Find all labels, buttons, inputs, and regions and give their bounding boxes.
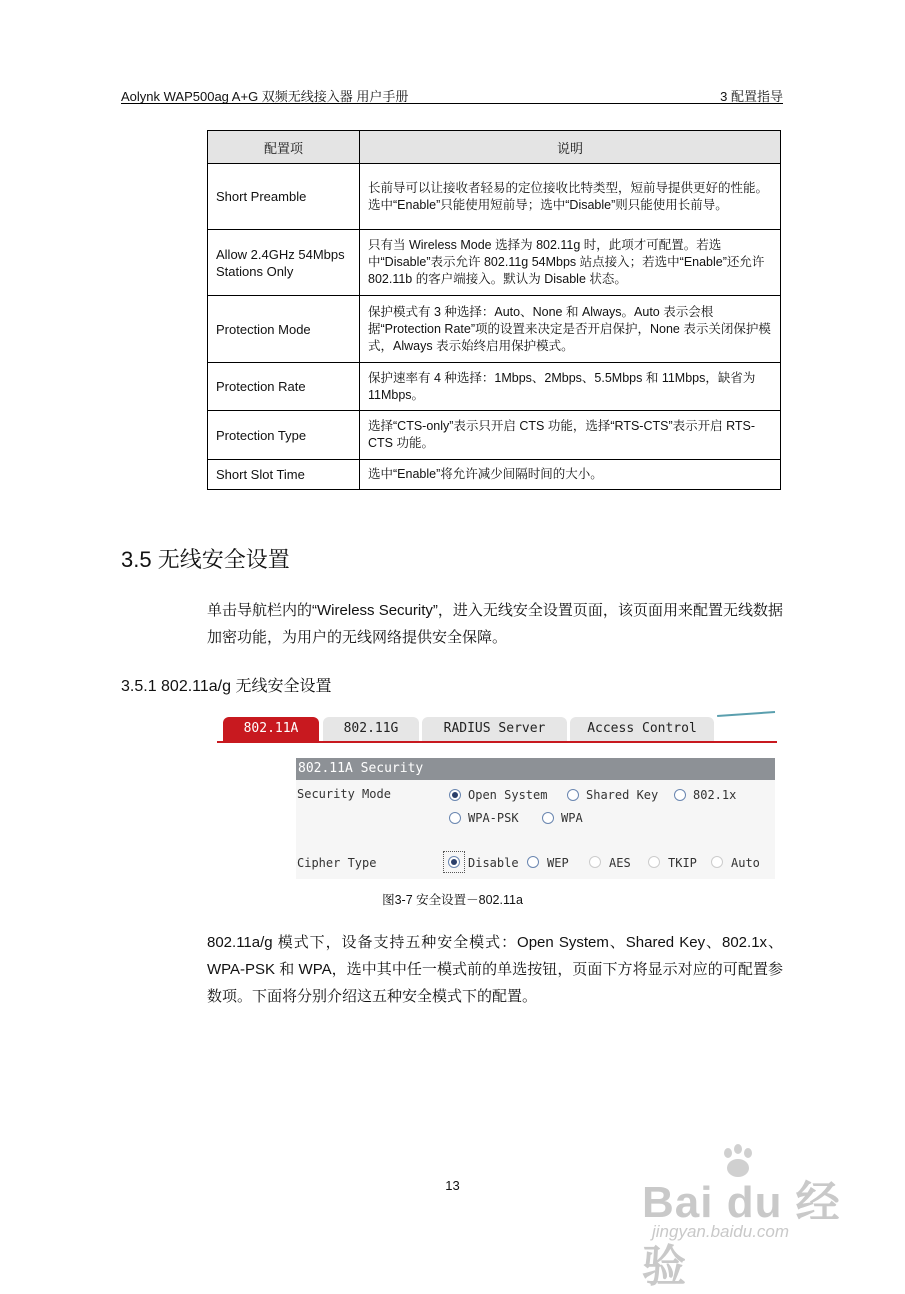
option-label: WEP bbox=[547, 856, 569, 870]
radio-cipher-wep[interactable] bbox=[527, 856, 539, 868]
row-desc: 保护模式有 3 种选择：Auto、None 和 Always。Auto 表示会根据“Protection Rate”项的设置来决定是否开启保护，None 表示关闭保护模式，Always 表示始终启用保护模式。 bbox=[360, 296, 781, 363]
figure-caption: 图3-7 安全设置－802.11a bbox=[382, 893, 523, 907]
header-rule bbox=[121, 103, 783, 104]
row-item: Short Preamble bbox=[208, 164, 360, 230]
radio-wpa[interactable] bbox=[542, 812, 554, 824]
table-row bbox=[208, 230, 781, 296]
config-table bbox=[207, 130, 781, 490]
radio-cipher-aes[interactable] bbox=[589, 856, 601, 868]
section-title: 3.5 无线安全设置 bbox=[121, 547, 290, 572]
tab-802-11a[interactable]: 802.11A bbox=[223, 717, 319, 741]
security-settings-screenshot bbox=[217, 711, 777, 879]
option-label: 802.1x bbox=[693, 788, 737, 802]
radio-cipher-tkip[interactable] bbox=[648, 856, 660, 868]
radio-802-1x[interactable] bbox=[674, 789, 686, 801]
table-row bbox=[208, 411, 781, 460]
option-label: WPA-PSK bbox=[468, 811, 519, 825]
column-header-item: 配置项 bbox=[208, 131, 360, 164]
tab-802-11g[interactable]: 802.11G bbox=[323, 717, 419, 741]
row-desc: 只有当 Wireless Mode 选择为 802.11g 时，此项才可配置。若选中“Disable”表示允许 802.11g 54Mbps 站点接入；若选中“Enable”还允许 802.11b 的客户端接入。默认为 Disable 状态。 bbox=[360, 230, 781, 296]
row-desc: 保护速率有 4 种选择：1Mbps、2Mbps、5.5Mbps 和 11Mbps，缺省为 11Mbps。 bbox=[360, 363, 781, 411]
row-desc: 选择“CTS-only”表示只开启 CTS 功能，选择“RTS-CTS”表示开启 RTS-CTS 功能。 bbox=[360, 411, 781, 460]
row-item: Protection Rate bbox=[208, 363, 360, 411]
table-row bbox=[208, 164, 781, 230]
option-label: Auto bbox=[731, 856, 760, 870]
header-title: Aolynk WAP500ag A+G 双频无线接入器 用户手册 bbox=[121, 89, 409, 104]
option-label: Open System bbox=[468, 788, 548, 802]
option-label: WPA bbox=[561, 811, 583, 825]
watermark-url: jingyan.baidu.com bbox=[652, 1222, 790, 1241]
row-desc: 长前导可以让接收者轻易的定位接收比特类型，短前导提供更好的性能。选中“Enable”只能使用短前导；选中“Disable”则只能使用长前导。 bbox=[360, 164, 781, 230]
row-item: Allow 2.4GHz 54Mbps Stations Only bbox=[208, 230, 360, 296]
body-paragraph: 802.11a/g 模式下，设备支持五种安全模式：Open System、Shared Key、802.1x、WPA-PSK 和 WPA，选中其中任一模式前的单选按钮，页面下方将显示对应的可配置参数项。下面将分别介绍这五种安全模式下的配置。 bbox=[207, 934, 783, 1005]
tab-underline bbox=[217, 741, 777, 743]
option-label: TKIP bbox=[668, 856, 697, 870]
row-desc: 选中“Enable”将允许减少间隔时间的大小。 bbox=[360, 460, 781, 490]
radio-cipher-disable[interactable] bbox=[448, 856, 460, 868]
header-chapter: 3 配置指导 bbox=[720, 89, 783, 104]
option-label: Shared Key bbox=[586, 788, 659, 802]
radio-cipher-auto[interactable] bbox=[711, 856, 723, 868]
column-header-desc: 说明 bbox=[360, 131, 781, 164]
row-item: Protection Mode bbox=[208, 296, 360, 363]
tab-access-control[interactable]: Access Control bbox=[570, 717, 714, 741]
watermark-brand: Bai du 经验 bbox=[642, 1178, 841, 1291]
decor-line bbox=[717, 711, 775, 717]
security-mode-label: Security Mode bbox=[297, 787, 391, 801]
row-item: Protection Type bbox=[208, 411, 360, 460]
table-row bbox=[208, 460, 781, 490]
section-intro: 单击导航栏内的“Wireless Security”，进入无线安全设置页面，该页面用来配置无线数据加密功能，为用户的无线网络提供安全保障。 bbox=[207, 602, 783, 646]
section-bar: 802.11A Security bbox=[296, 758, 775, 780]
radio-wpa-psk[interactable] bbox=[449, 812, 461, 824]
table-row bbox=[208, 296, 781, 363]
option-label: Disable bbox=[468, 856, 519, 870]
option-label: AES bbox=[609, 856, 631, 870]
cipher-type-label: Cipher Type bbox=[297, 856, 377, 870]
table-row bbox=[208, 363, 781, 411]
tab-radius-server[interactable]: RADIUS Server bbox=[422, 717, 567, 741]
page-number: 13 bbox=[445, 1178, 460, 1193]
radio-open-system[interactable] bbox=[449, 789, 461, 801]
baidu-watermark bbox=[640, 1140, 850, 1291]
subsection-title: 3.5.1 802.11a/g 无线安全设置 bbox=[121, 678, 332, 695]
radio-shared-key[interactable] bbox=[567, 789, 579, 801]
row-item: Short Slot Time bbox=[208, 460, 360, 490]
